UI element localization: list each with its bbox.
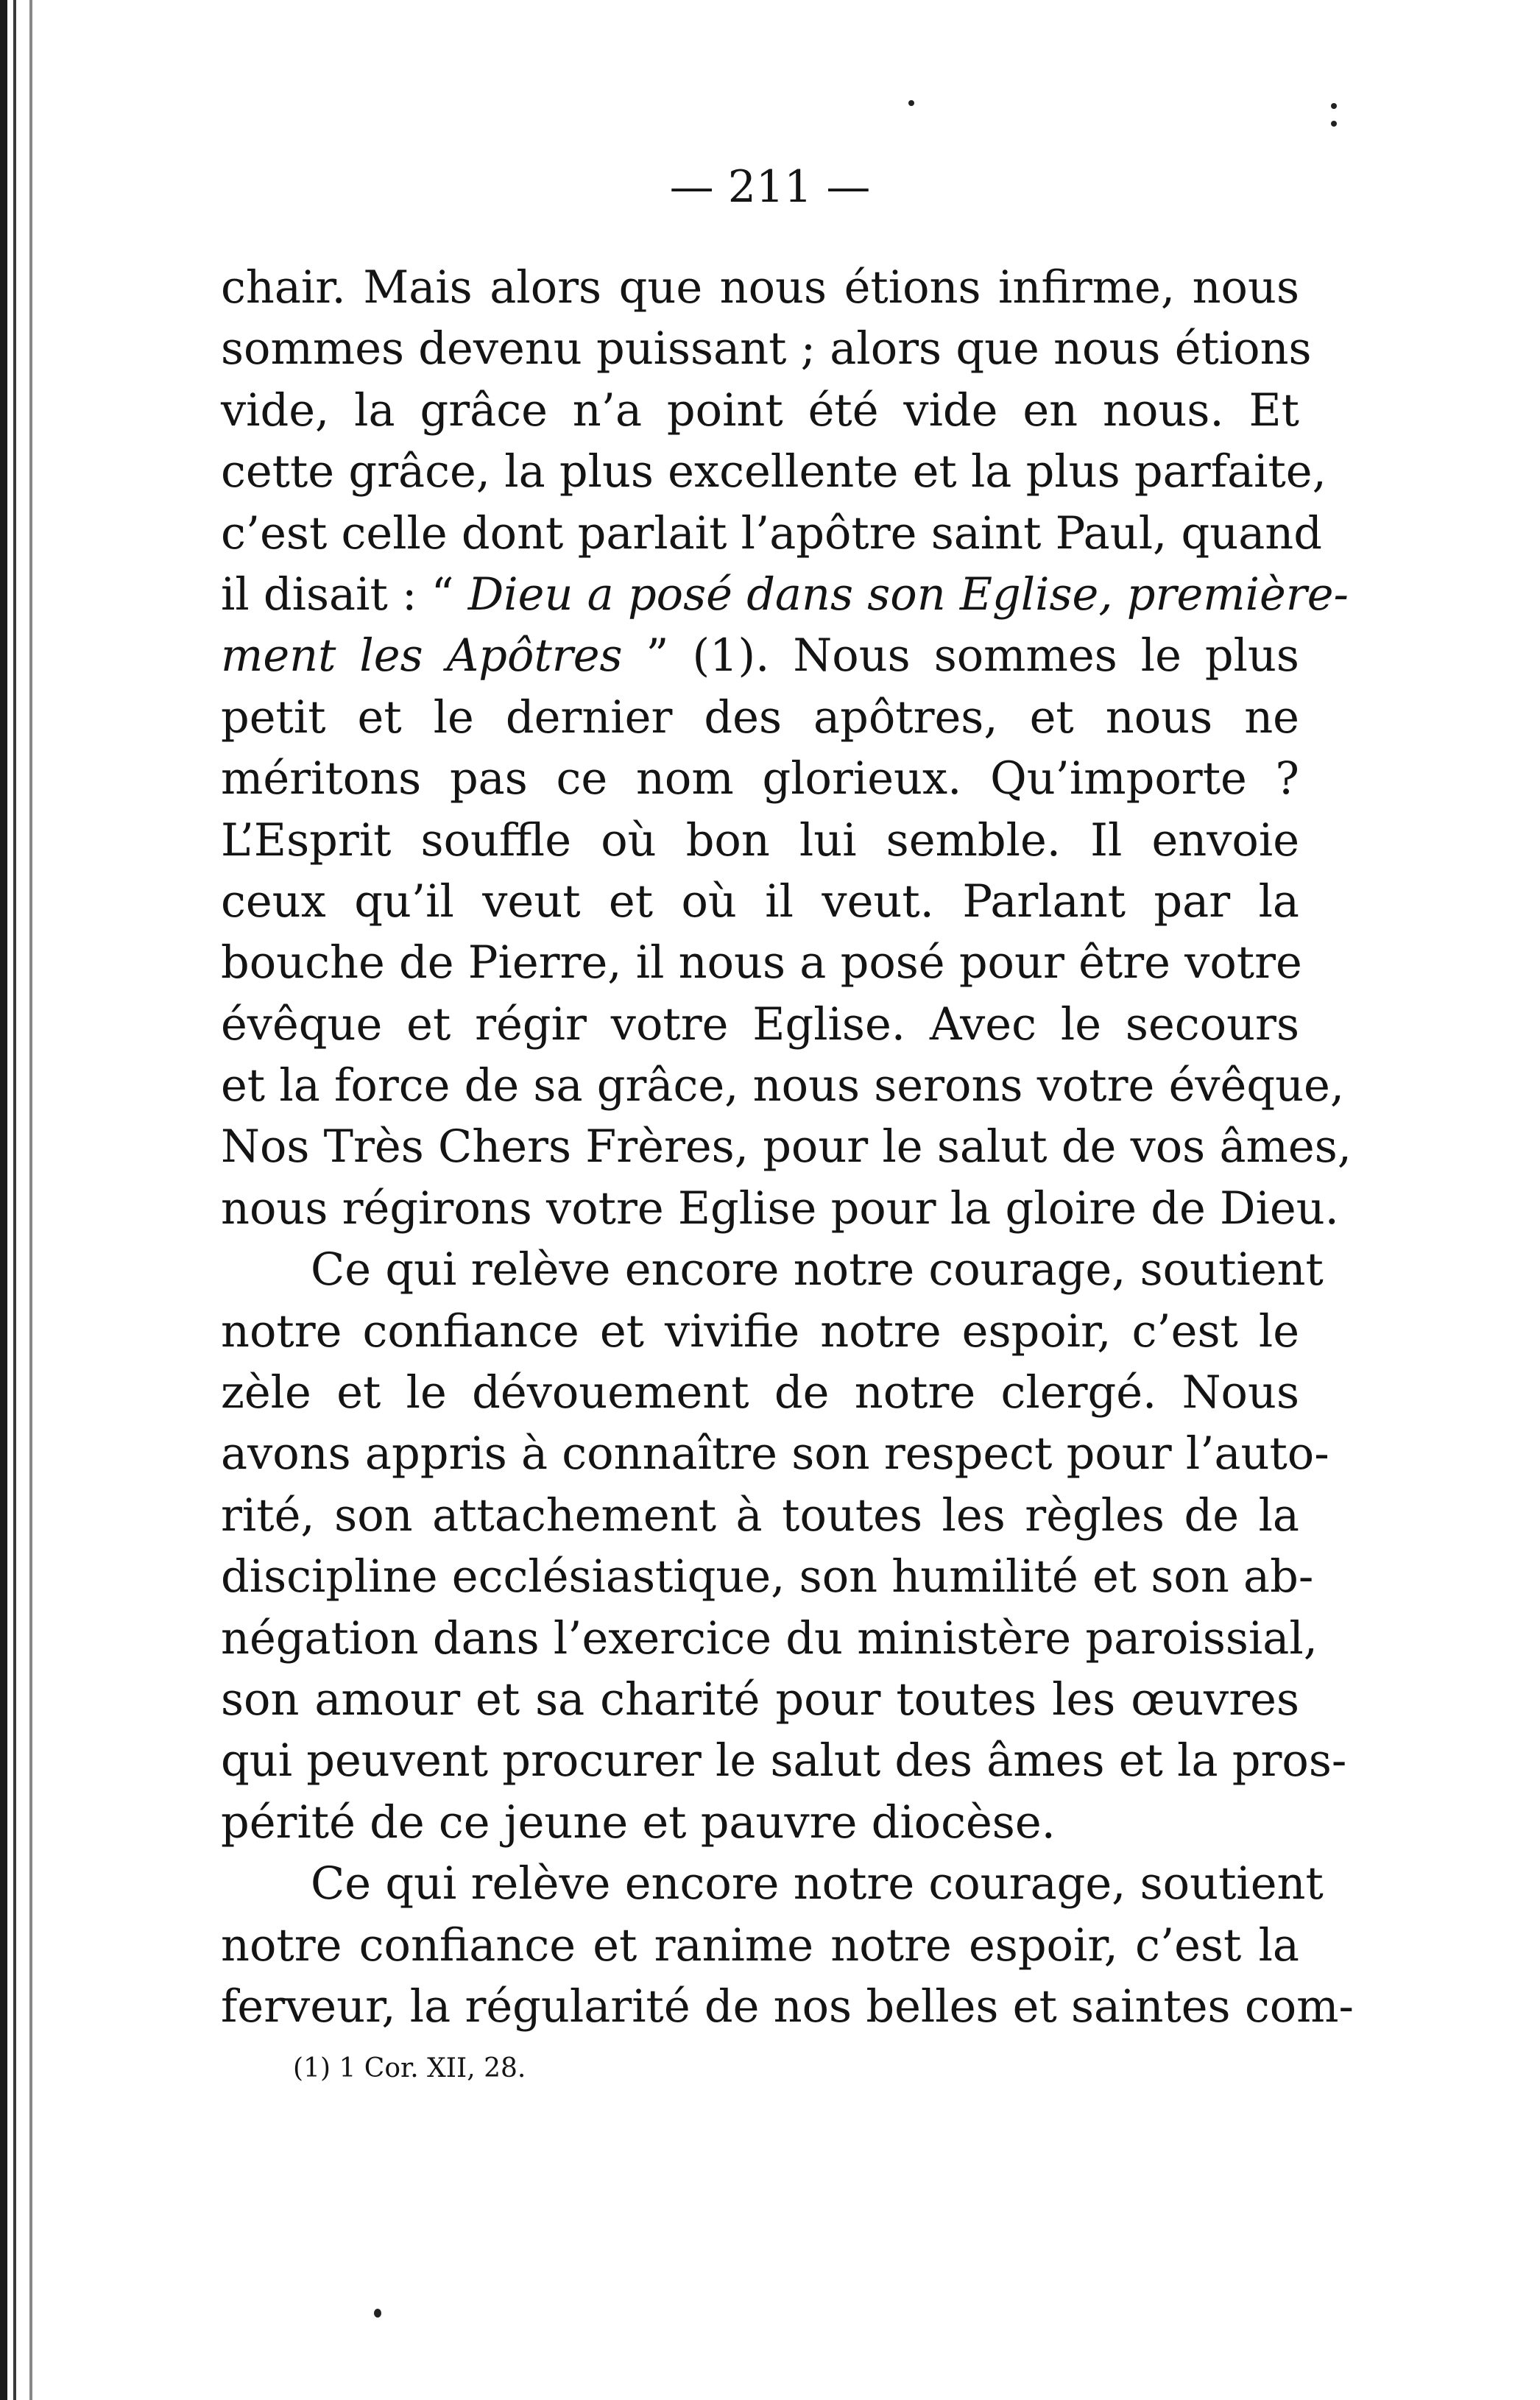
body-text xyxy=(221,258,1354,2038)
text-line xyxy=(221,995,1299,1056)
text-segment: c’est celle dont parlait l’apôtre saint Paul, quand xyxy=(221,507,1322,560)
text-line xyxy=(221,1793,1299,1854)
text-line xyxy=(221,1056,1345,1117)
print-speck xyxy=(374,2309,381,2318)
italic-quote: Dieu a posé dans son Eglise, première- xyxy=(467,568,1349,621)
text-segment: périté de ce jeune et pauvre diocèse. xyxy=(221,1796,1056,1849)
text-line xyxy=(221,504,1322,565)
text-segment: bouche de Pierre, il nous a posé pour être votre xyxy=(221,937,1302,989)
text-line xyxy=(221,1302,1299,1363)
text-line xyxy=(221,811,1299,872)
text-segment: rité, son attachement à toutes les règles de la xyxy=(221,1489,1299,1542)
text-line xyxy=(221,565,1349,626)
text-segment: méritons pas ce nom glorieux. Qu’importe ? xyxy=(221,753,1299,805)
text-segment: cette grâce, la plus excellente et la plus parfaite, xyxy=(221,446,1327,498)
footnote: (1) 1 Cor. XII, 28. xyxy=(293,2053,526,2083)
text-line xyxy=(221,1916,1299,1977)
text-line xyxy=(221,1486,1299,1547)
text-line xyxy=(221,688,1299,749)
text-line xyxy=(221,1179,1339,1240)
text-segment: petit et le dernier des apôtres, et nous ne xyxy=(221,691,1299,744)
text-segment: vide, la grâce n’a point été vide en nous. Et xyxy=(221,384,1299,437)
text-segment: notre confiance et ranime notre espoir, c’est la xyxy=(221,1919,1299,1972)
text-segment: chair. Mais alors que nous étions infirme, nous xyxy=(221,262,1299,314)
print-speck xyxy=(1331,121,1337,127)
text-line xyxy=(221,1609,1318,1670)
text-line xyxy=(221,381,1299,442)
text-line xyxy=(221,1547,1314,1608)
page-binding-edge xyxy=(0,0,43,2400)
text-line xyxy=(221,626,1299,687)
print-speck xyxy=(908,100,914,106)
text-segment: sommes devenu puissant ; alors que nous étions xyxy=(221,323,1312,375)
text-line xyxy=(221,749,1299,810)
text-segment: et la force de sa grâce, nous serons votre évêque, xyxy=(221,1060,1345,1112)
text-line xyxy=(221,933,1302,994)
text-segment: évêque et régir votre Eglise. Avec le secours xyxy=(221,998,1299,1051)
text-line xyxy=(221,258,1299,319)
text-segment: Ce qui relève encore notre courage, soutient xyxy=(311,1858,1324,1910)
page-number: — 211 — xyxy=(669,161,871,213)
text-segment: avons appris à connaître son respect pour l’auto- xyxy=(221,1428,1329,1480)
text-line xyxy=(221,442,1327,503)
text-line xyxy=(221,1363,1299,1424)
italic-quote: ment les Apôtres xyxy=(221,630,623,682)
text-segment: ceux qu’il veut et où il veut. Parlant par la xyxy=(221,875,1299,928)
text-line xyxy=(221,1977,1354,2038)
text-segment: son amour et sa charité pour toutes les œuvres xyxy=(221,1673,1299,1726)
text-line xyxy=(221,1731,1347,1792)
text-segment: L’Esprit souffle où bon lui semble. Il envoie xyxy=(221,814,1299,867)
text-segment: discipline ecclésiastique, son humilité et son ab- xyxy=(221,1551,1314,1603)
text-segment: zèle et le dévouement de notre clergé. Nous xyxy=(221,1367,1299,1419)
text-segment: notre confiance et vivifie notre espoir, c’est le xyxy=(221,1305,1299,1358)
text-segment: qui peuvent procurer le salut des âmes et la pros- xyxy=(221,1735,1347,1787)
text-segment: ” (1). Nous sommes le plus xyxy=(622,630,1299,682)
text-line xyxy=(221,1117,1352,1178)
text-line xyxy=(221,1240,1324,1301)
print-speck xyxy=(1331,103,1337,109)
text-line xyxy=(221,1670,1299,1731)
text-line xyxy=(221,319,1312,380)
text-line xyxy=(221,872,1299,933)
text-line xyxy=(221,1424,1329,1485)
text-segment: Nos Très Chers Frères, pour le salut de vos âmes, xyxy=(221,1121,1352,1173)
text-segment: négation dans l’exercice du ministère paroissial, xyxy=(221,1612,1318,1665)
text-segment: Ce qui relève encore notre courage, soutient xyxy=(311,1244,1324,1296)
text-segment: il disait : “ xyxy=(221,568,468,621)
text-line xyxy=(221,1854,1324,1915)
text-segment: ferveur, la régularité de nos belles et saintes com- xyxy=(221,1980,1354,2033)
text-segment: nous régirons votre Eglise pour la gloire de Dieu. xyxy=(221,1182,1339,1235)
